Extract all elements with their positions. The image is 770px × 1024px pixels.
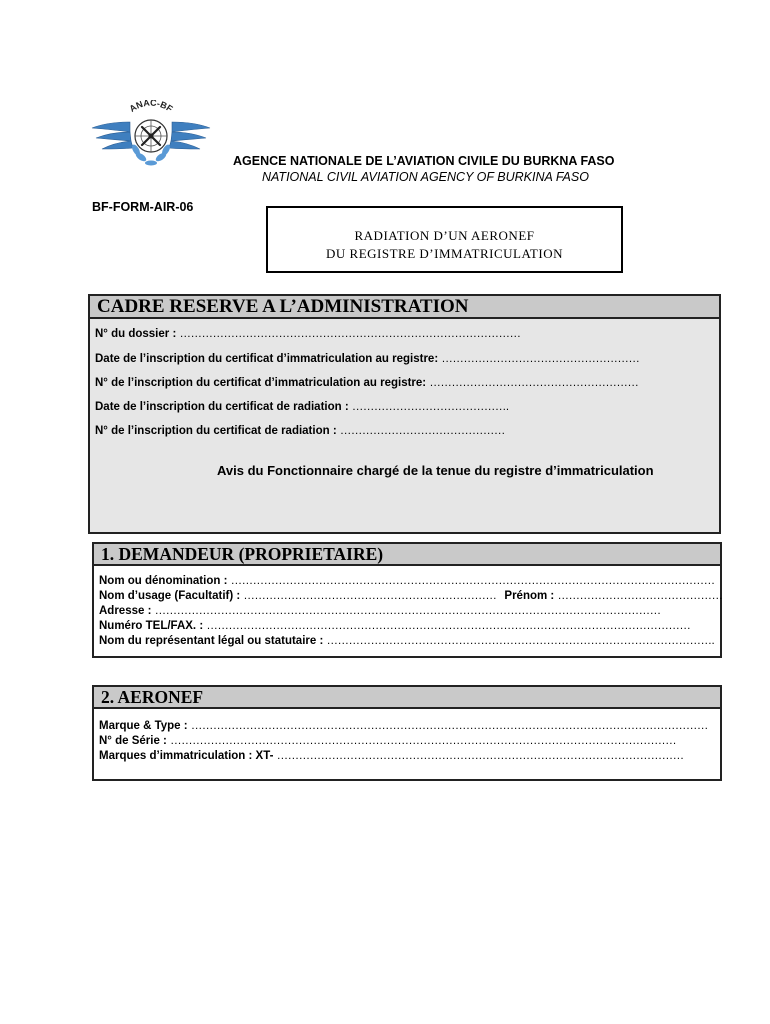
agency-name-fr: AGENCE NATIONALE DE L’AVIATION CIVILE DU BURKNA FASO	[233, 154, 615, 168]
usage-name-field[interactable]: Nom d’usage (Facultatif) : …………………………………………………………… Prénom : ………………………………………	[99, 590, 723, 602]
radiation-number-field[interactable]: N° de l’inscription du certificat de radiation : ………………………………………	[95, 425, 505, 437]
admin-body	[90, 319, 719, 532]
admin-section	[88, 294, 721, 534]
dossier-number-field[interactable]: N° du dossier : …………………………………………………………………………………	[95, 328, 521, 340]
form-title-box	[266, 206, 623, 273]
agency-name-en: NATIONAL CIVIL AVIATION AGENCY OF BURKINA FASO	[262, 170, 589, 184]
make-type-field[interactable]: Marque & Type : ……………………………………………………………………………………………………………………………	[99, 720, 708, 732]
svg-text:ANAC-BF: ANAC-BF	[127, 100, 175, 115]
registration-marks-field[interactable]: Marques d’immatriculation : XT- …………………………………………………………………………………………………	[99, 750, 684, 762]
aircraft-heading: 2. AERONEF	[94, 687, 720, 709]
form-title-line2: DU REGISTRE D’IMMATRICULATION	[326, 246, 563, 261]
applicant-heading: 1. DEMANDEUR (PROPRIETAIRE)	[94, 544, 720, 566]
form-code: BF-FORM-AIR-06	[92, 200, 194, 214]
form-title-line1: RADIATION D’UN AERONEF	[354, 228, 535, 243]
tel-fax-field[interactable]: Numéro TEL/FAX. : ……………………………………………………………………………………………………………………	[99, 620, 691, 632]
registration-number-field[interactable]: N° de l’inscription du certificat d’immatriculation au registre: …………………………………………………	[95, 377, 639, 389]
applicant-section	[92, 542, 722, 658]
registration-date-field[interactable]: Date de l’inscription du certificat d’immatriculation au registre: ………………………………………………	[95, 353, 640, 365]
anac-bf-logo	[90, 100, 212, 170]
aircraft-section	[92, 685, 722, 781]
admin-heading: CADRE RESERVE A L’ADMINISTRATION	[90, 296, 719, 319]
radiation-date-field[interactable]: Date de l’inscription du certificat de radiation : …………………………………….	[95, 401, 509, 413]
name-field[interactable]: Nom ou dénomination : ……………………………………………………………………………………………………………………	[99, 575, 715, 587]
officer-opinion-label: Avis du Fonctionnaire chargé de la tenue du registre d’immatriculation	[217, 463, 654, 478]
legal-representative-field[interactable]: Nom du représentant légal ou statutaire : …………………………………………………………………………………………….	[99, 635, 715, 647]
first-name-field[interactable]: Prénom : ………………………………………	[504, 590, 723, 602]
address-field[interactable]: Adresse : …………………………………………………………………………………………………………………………	[99, 605, 661, 617]
serial-number-field[interactable]: N° de Série : …………………………………………………………………………………………………………………………	[99, 735, 677, 747]
